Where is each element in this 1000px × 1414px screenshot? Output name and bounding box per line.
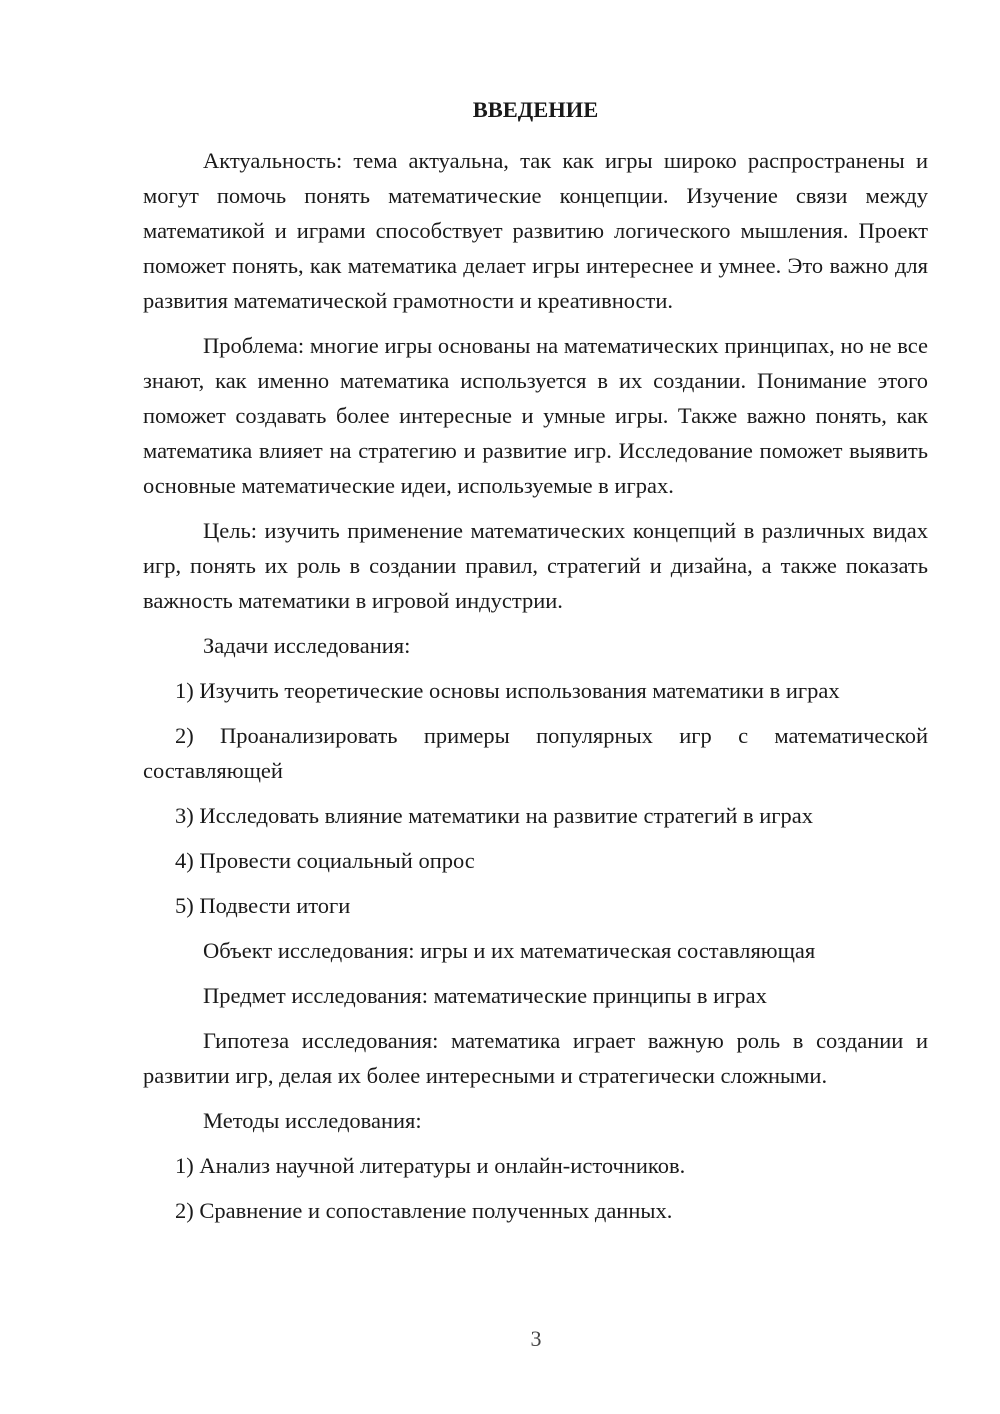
method-item: 1) Анализ научной литературы и онлайн-источников.	[175, 1153, 686, 1178]
object-paragraph: Объект исследования: игры и их математическая составляющая	[203, 938, 816, 963]
methods-heading: Методы исследования:	[203, 1108, 422, 1133]
task-item: 1) Изучить теоретические основы использования математики в играх	[175, 678, 840, 703]
task-item: 4) Провести социальный опрос	[175, 848, 475, 873]
page-title: ВВЕДЕНИЕ	[472, 97, 599, 122]
goal-paragraph: Цель: изучить применение математических концепций в различных видах игр, понять их роль в создании правил, стратегий и дизайна, а также показать важность математики в игровой индустрии.	[143, 518, 928, 613]
method-item: 2) Сравнение и сопоставление полученных данных.	[175, 1198, 673, 1223]
page-content	[143, 94, 928, 1238]
task-item: 2) Проанализировать примеры популярных игр с математической составляющей	[143, 723, 928, 783]
tasks-heading: Задачи исследования:	[203, 633, 411, 658]
task-item: 3) Исследовать влияние математики на развитие стратегий в играх	[175, 803, 813, 828]
subject-paragraph: Предмет исследования: математические принципы в играх	[203, 983, 767, 1008]
hypothesis-paragraph: Гипотеза исследования: математика играет важную роль в создании и развитии игр, делая их более интересными и стратегически сложными.	[143, 1028, 928, 1088]
page-number: 3	[530, 1326, 542, 1351]
task-item: 5) Подвести итоги	[175, 893, 351, 918]
relevance-paragraph: Актуальность: тема актуальна, так как игры широко распространены и могут помочь понять математические концепции. Изучение связи между математикой и играми способствует развитию логического мышления. Проект поможет понять, как математика делает игры интереснее и умнее. Это важно для развития математической грамотности и креативности.	[143, 148, 928, 313]
problem-paragraph: Проблема: многие игры основаны на математических принципах, но не все знают, как именно математика используется в их создании. Понимание этого поможет создавать более интересные и умные игры. Также важно понять, как математика влияет на стратегию и развитие игр. Исследование поможет выявить основные математические идеи, используемые в играх.	[143, 333, 928, 498]
